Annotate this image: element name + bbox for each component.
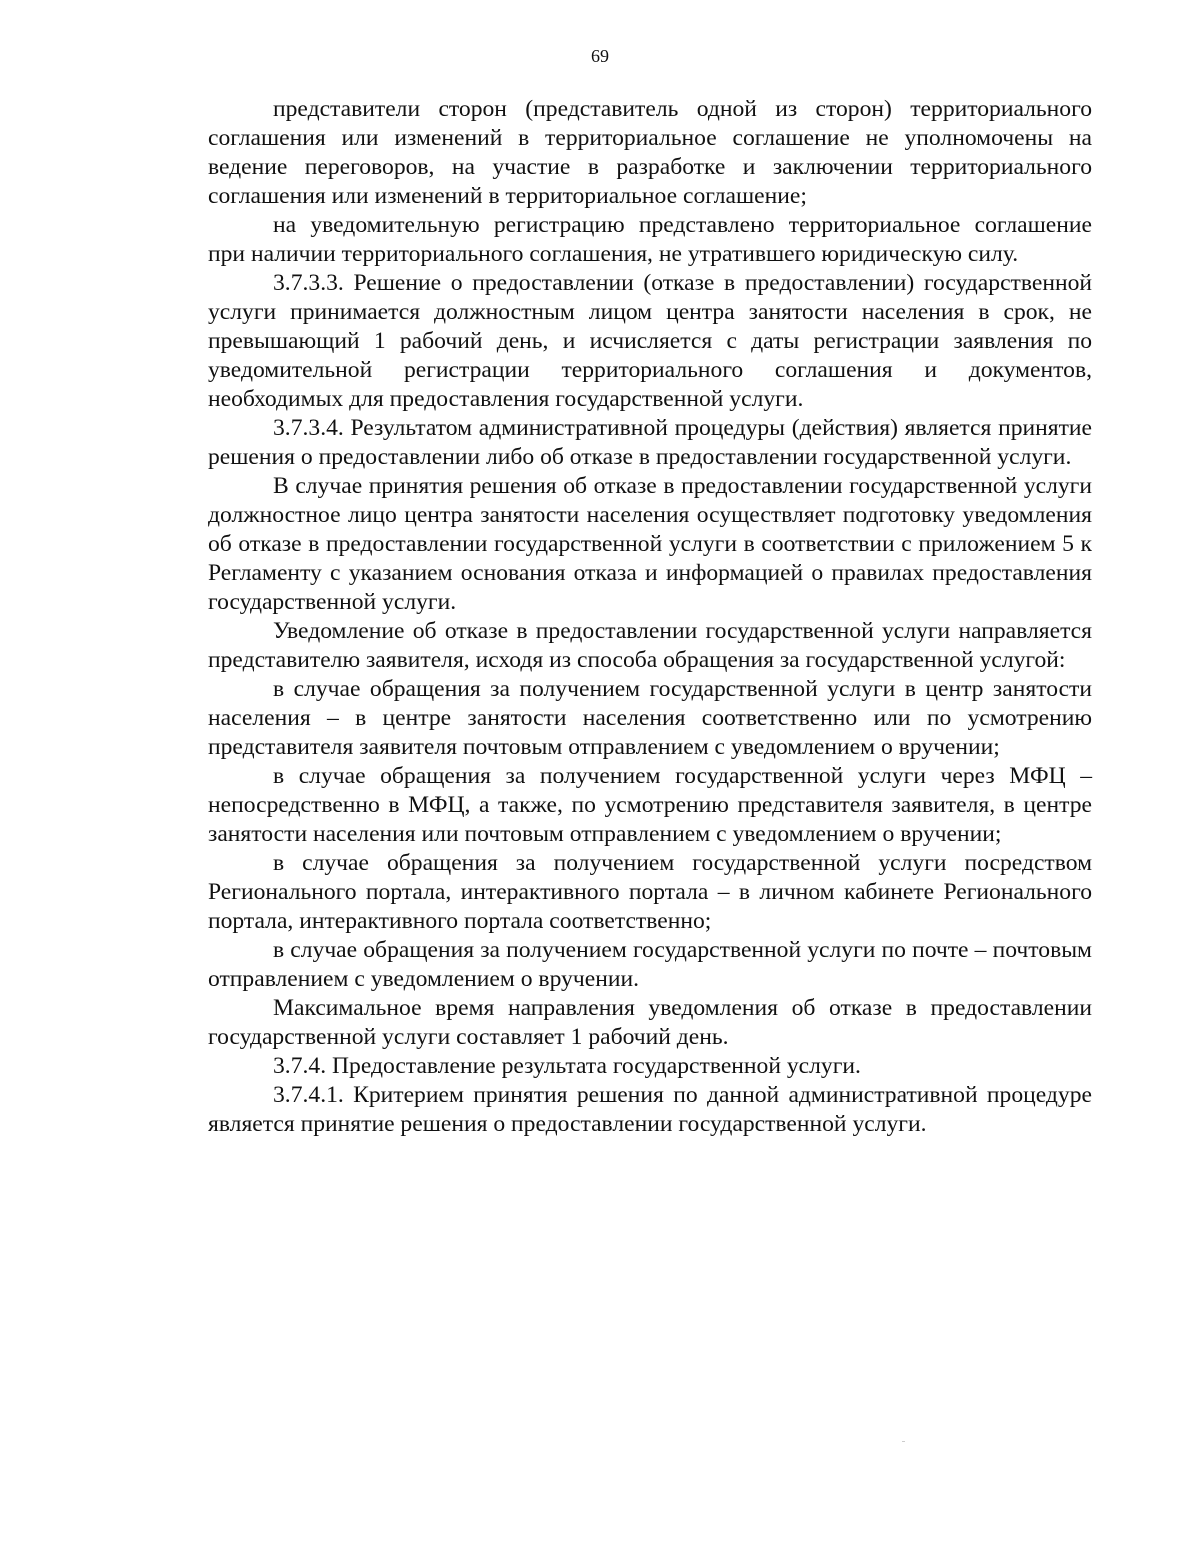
document-body [208, 95, 1092, 1139]
paragraph-refusal-notice-sent: Уведомление об отказе в предоставлении государственной услуги направляется представителю заявителя, исходя из способа обращения за государственной услугой: [208, 618, 1092, 673]
scan-speck [902, 1441, 905, 1442]
paragraph-3-7-3-4: 3.7.3.4. Результатом административной процедуры (действия) является принятие решения о предоставлении либо об отказе в предоставлении государственной услуги. [208, 415, 1092, 470]
paragraph-case-mail: в случае обращения за получением государственной услуги по почте – почтовым отправлением с уведомлением о вручении. [208, 937, 1092, 992]
page-number: 69 [591, 46, 609, 66]
paragraph-refusal-notice-preparation: В случае принятия решения об отказе в предоставлении государственной услуги должностное лицо центра занятости населения осуществляет подготовку уведомления об отказе в предоставлении государственной услуги в соответствии с приложением 5 к Регламенту с указанием основания отказа и информацией о правилах предоставления государственной услуги. [208, 473, 1092, 615]
paragraph-agreement-still-valid: на уведомительную регистрацию представлено территориальное соглашение при наличии территориального соглашения, не утратившего юридическую силу. [208, 212, 1092, 267]
paragraph-3-7-4: 3.7.4. Предоставление результата государственной услуги. [273, 1053, 861, 1079]
paragraph-representatives-not-authorized: представители сторон (представитель одной из сторон) территориального соглашения или изменений в территориальное соглашение не уполномочены на ведение переговоров, на участие в разработке и заключении территориального соглашения или изменений в территориальное соглашение; [208, 96, 1092, 209]
paragraph-case-mfc: в случае обращения за получением государственной услуги через МФЦ – непосредственно в МФЦ, а также, по усмотрению представителя заявителя, в центре занятости населения или почтовым отправлением с уведомлением о вручении; [208, 763, 1092, 847]
paragraph-3-7-4-1: 3.7.4.1. Критерием принятия решения по данной административной процедуре является принятие решения о предоставлении государственной услуги. [208, 1082, 1092, 1137]
paragraph-3-7-3-3: 3.7.3.3. Решение о предоставлении (отказе в предоставлении) государственной услуги принимается должностным лицом центра занятости населения в срок, не превышающий 1 рабочий день, и исчисляется с даты регистрации заявления по уведомительной регистрации территориального соглашения и документов, необходимых для предоставления государственной услуги. [208, 270, 1092, 412]
paragraph-max-time: Максимальное время направления уведомления об отказе в предоставлении государственной услуги составляет 1 рабочий день. [208, 995, 1092, 1050]
paragraph-case-employment-center: в случае обращения за получением государственной услуги в центр занятости населения – в центре занятости населения соответственно или по усмотрению представителя заявителя почтовым отправлением с уведомлением о вручении; [208, 676, 1092, 760]
paragraph-case-regional-portal: в случае обращения за получением государственной услуги посредством Регионального портала, интерактивного портала – в личном кабинете Регионального портала, интерактивного портала соответственно; [208, 850, 1092, 934]
